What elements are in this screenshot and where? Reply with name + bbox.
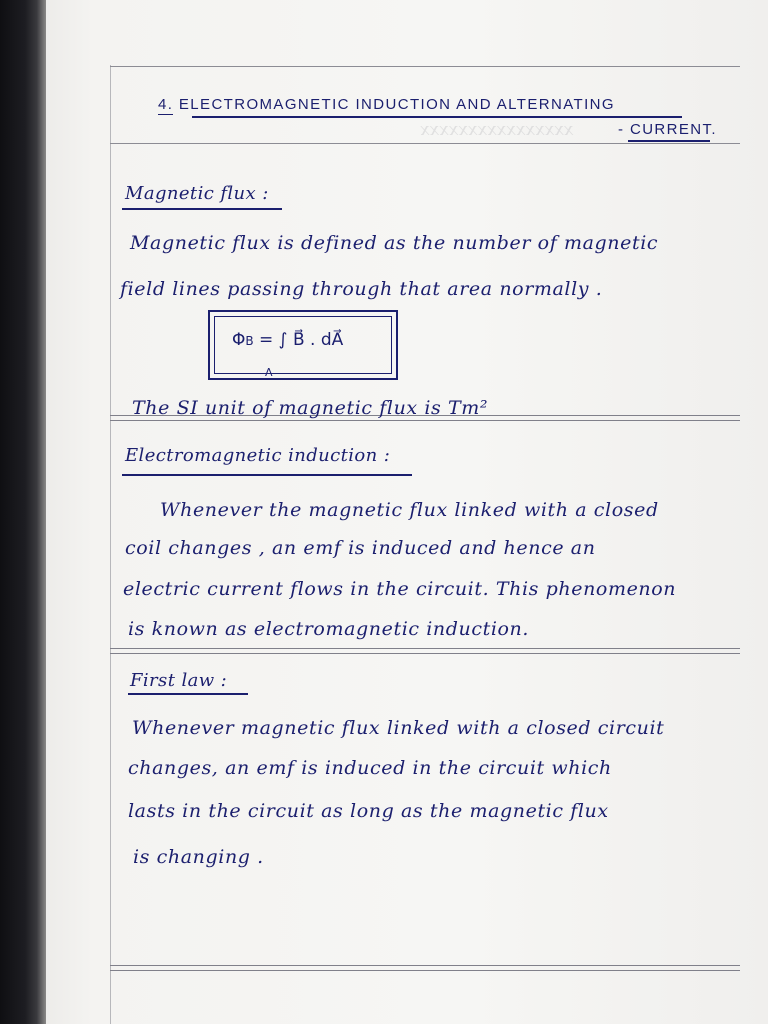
chapter-title-line1: ELECTROMAGNETIC INDUCTION AND ALTERNATING bbox=[178, 96, 615, 113]
em-induction-line4: is known as electromagnetic induction. bbox=[128, 618, 530, 640]
first-law-line4: is changing . bbox=[133, 846, 264, 868]
heading-underline bbox=[122, 474, 412, 476]
first-law-line3: lasts in the circuit as long as the magnetic flux bbox=[128, 800, 609, 822]
title-underline bbox=[628, 140, 710, 142]
chapter-title bbox=[158, 96, 615, 113]
ruled-line bbox=[110, 143, 740, 144]
formula-rhs: = ∫ B⃗ . dA⃗ bbox=[259, 330, 344, 350]
chapter-title-line2: - CURRENT. bbox=[618, 121, 717, 138]
margin-line bbox=[110, 65, 111, 1024]
em-induction-line3: electric current flows in the circuit. This phenomenon bbox=[123, 578, 677, 600]
formula-integral-limit: A bbox=[265, 366, 273, 379]
heading-underline bbox=[128, 693, 248, 695]
section-divider bbox=[110, 648, 740, 654]
chapter-number: 4. bbox=[158, 96, 174, 113]
first-law-line2: changes, an emf is induced in the circuit which bbox=[128, 757, 612, 779]
first-law-line1: Whenever magnetic flux linked with a closed circuit bbox=[132, 717, 665, 739]
ruled-line bbox=[110, 66, 740, 67]
title-underline bbox=[192, 116, 682, 118]
em-induction-line1: Whenever the magnetic flux linked with a closed bbox=[160, 499, 659, 521]
notebook-binding bbox=[0, 0, 46, 1024]
section-heading-first-law: First law : bbox=[130, 670, 228, 691]
si-unit-line: The SI unit of magnetic flux is Tm² bbox=[132, 397, 489, 419]
formula-lhs: Φ bbox=[232, 330, 246, 350]
section-heading-magnetic-flux: Magnetic flux : bbox=[125, 183, 269, 204]
em-induction-line2: coil changes , an emf is induced and hence an bbox=[125, 537, 596, 559]
heading-underline bbox=[122, 208, 282, 210]
magnetic-flux-definition-line2: field lines passing through that area normally . bbox=[120, 278, 603, 300]
show-through-text: xxxxxxxxxxxxxxxx bbox=[420, 120, 574, 140]
formula-subscript: B bbox=[245, 334, 254, 348]
section-heading-em-induction: Electromagnetic induction : bbox=[125, 445, 391, 466]
magnetic-flux-formula bbox=[232, 330, 343, 350]
section-divider bbox=[110, 965, 740, 971]
magnetic-flux-definition-line1: Magnetic flux is defined as the number of magnetic bbox=[130, 232, 659, 254]
